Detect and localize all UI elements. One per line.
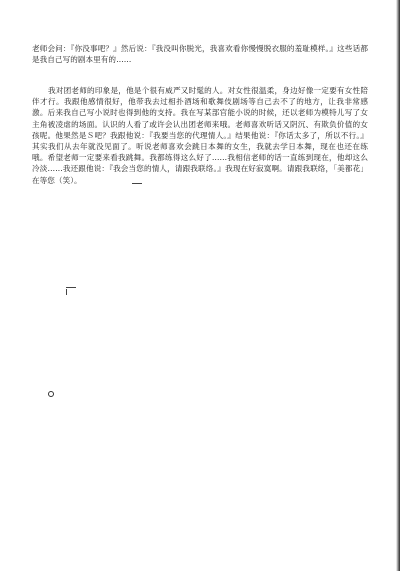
scan-mark [66,289,67,295]
scan-mark [132,183,142,184]
paragraph-dialogue: 老师会问：『你没事吧？』然后说：『我没叫你脱光，我喜欢看你慢慢脱衣服的羞耻模样。』这些话都是我自己写的剧本里有的…… [32,44,368,65]
page-edge-shadow [396,0,400,571]
paragraph-recollection: 我对团老师的印象是，他是个很有威严又时髦的人。对女性很温柔，身边好像一定要有女性陪伴才行。我跟他感情很好，他带我去过相扑酒场和歌舞伎剧场等自己去不了的地方，让我非常感激。后来我自己写小说时也得到他的支持。我在写某部官能小说的时候，还以老师为模特儿写了女主角被凌虐的场面。认识的人看了或许会认出团老师来哦。老师喜欢听话又阴沉、有欺负价值的女孩呢。他果然是Ｓ吧？我跟他说：『我要当您的代理情人。』结果他说：『你话太多了，所以不行。』其实我们从去年就没见面了。听说老师喜欢会跳日本舞的女生，我就去学日本舞，现在也还在练哦。希望老师一定要来看我跳舞。我都练得这么好了……我相信老师的话一直练到现在，他却这么冷淡……我还跟他说：『我会当您的情人，请跟我联络。』我现在好寂寞啊。请跟我联络，「美都花」在等您（笑）。 [32,86,368,185]
scan-dot [48,391,54,397]
scan-mark [66,287,76,288]
